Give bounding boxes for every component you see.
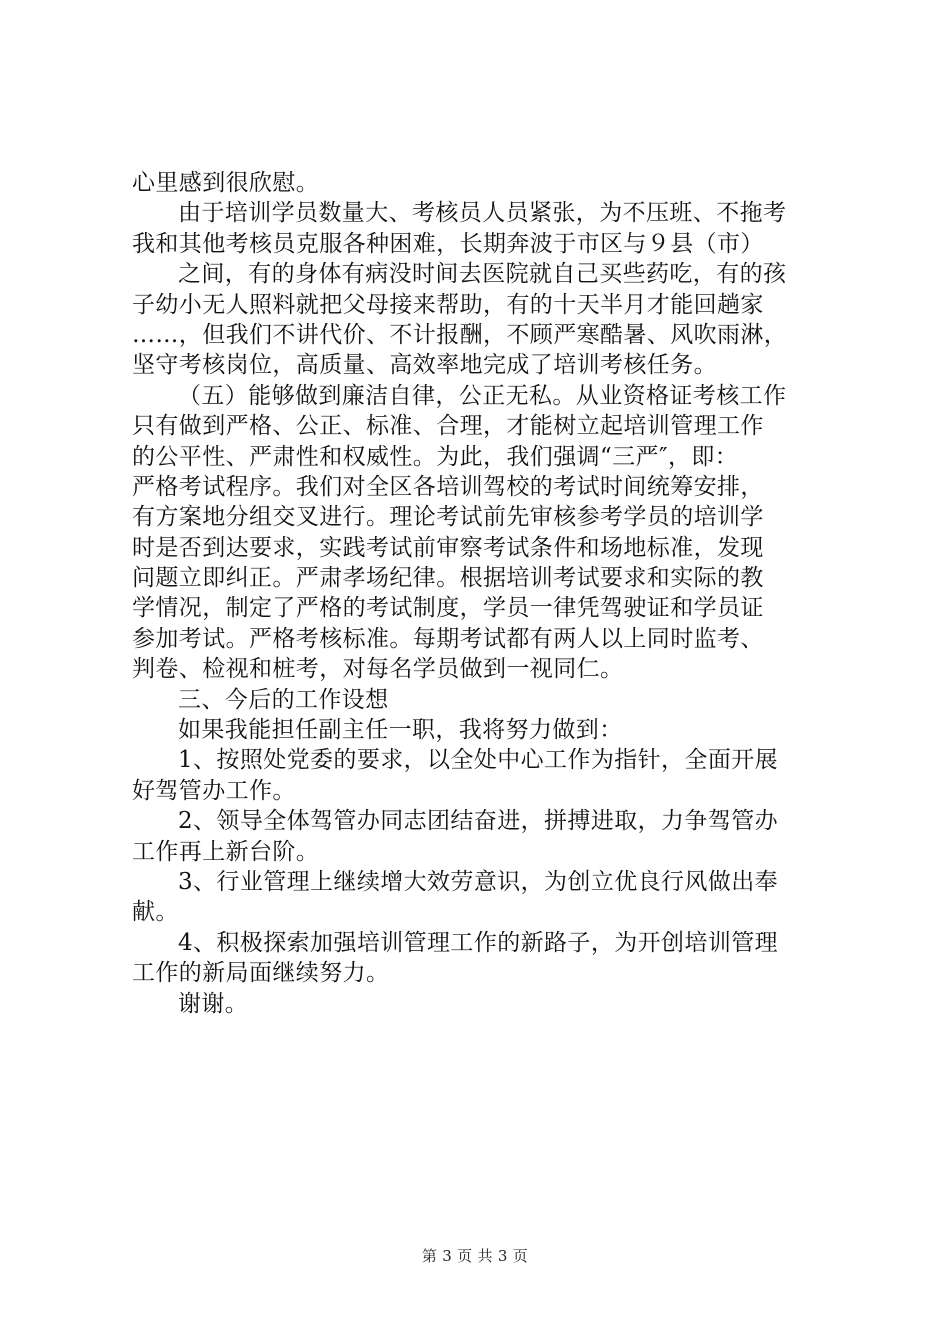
text-line: 学情况，制定了严格的考试制度，学员一律凭驾驶证和学员证 (132, 595, 764, 622)
text-line: 工作的新局面继续努力。 (132, 960, 390, 987)
text-line: 的公平性、严肃性和权威性。为此，我们强调“三严″，即： (132, 443, 739, 470)
page-footer: 第 3 页 共 3 页 (421, 1247, 529, 1265)
text-line: 工作再上新台阶。 (132, 838, 320, 865)
text-line: 我和其他考核员克服各种困难，长期奔波于市区与９县（市） (132, 230, 764, 257)
text-line: 3、行业管理上继续增大效劳意识，为创立优良行风做出奉 (178, 868, 779, 895)
text-line: 判卷、检视和桩考，对每名学员做到一视同仁。 (132, 656, 624, 683)
text-line: 1、按照处党委的要求，以全处中心工作为指针，全面开展 (178, 747, 779, 774)
text-line: ……，但我们不讲代价、不计报酬，不顾严寒酷暑、风吹雨淋， (132, 321, 788, 348)
text-line: 心里感到很欣慰。 (132, 170, 320, 196)
text-line: 只有做到严格、公正、标准、合理，才能树立起培训管理工作 (132, 413, 764, 440)
text-line: 好驾管办工作。 (132, 777, 296, 804)
text-line: 4、积极探索加强培训管理工作的新路子，为开创培训管理 (178, 929, 779, 956)
text-line: 如果我能担任副主任一职，我将努力做到： (178, 717, 623, 744)
text-line: 参加考试。严格考核标准。每期考试都有两人以上同时监考、 (132, 625, 764, 652)
text-line: 有方案地分组交叉进行。理论考试前先审核参考学员的培训学 (132, 504, 764, 531)
document-body (132, 168, 832, 1019)
text-line: 之间，有的身体有病没时间去医院就自己买些药吃，有的孩 (178, 261, 787, 288)
text-line: （五）能够做到廉洁自律，公正无私。从业资格证考核工作 (178, 382, 787, 409)
text-line: 时是否到达要求，实践考试前审察考试条件和场地标准，发现 (132, 534, 764, 561)
text-line: 严格考试程序。我们对全区各培训驾校的考试时间统筹安排， (132, 473, 764, 500)
text-line: 谢谢。 (178, 990, 249, 1017)
text-line: 三、今后的工作设想 (178, 686, 389, 713)
text-line: 子幼小无人照料就把父母接来帮助，有的十天半月才能回趟家 (132, 291, 764, 318)
text-line: 2、领导全体驾管办同志团结奋进，拼搏进取，力争驾管办 (178, 808, 779, 835)
text-line: 由于培训学员数量大、考核员人员紧张，为不压班、不拖考 (178, 200, 787, 227)
text-line: 献。 (132, 899, 179, 926)
text-line: 坚守考核岗位，高质量、高效率地完成了培训考核任务。 (132, 352, 717, 379)
text-line: 问题立即纠正。严肃孝场纪律。根据培训考试要求和实际的教 (132, 565, 764, 592)
